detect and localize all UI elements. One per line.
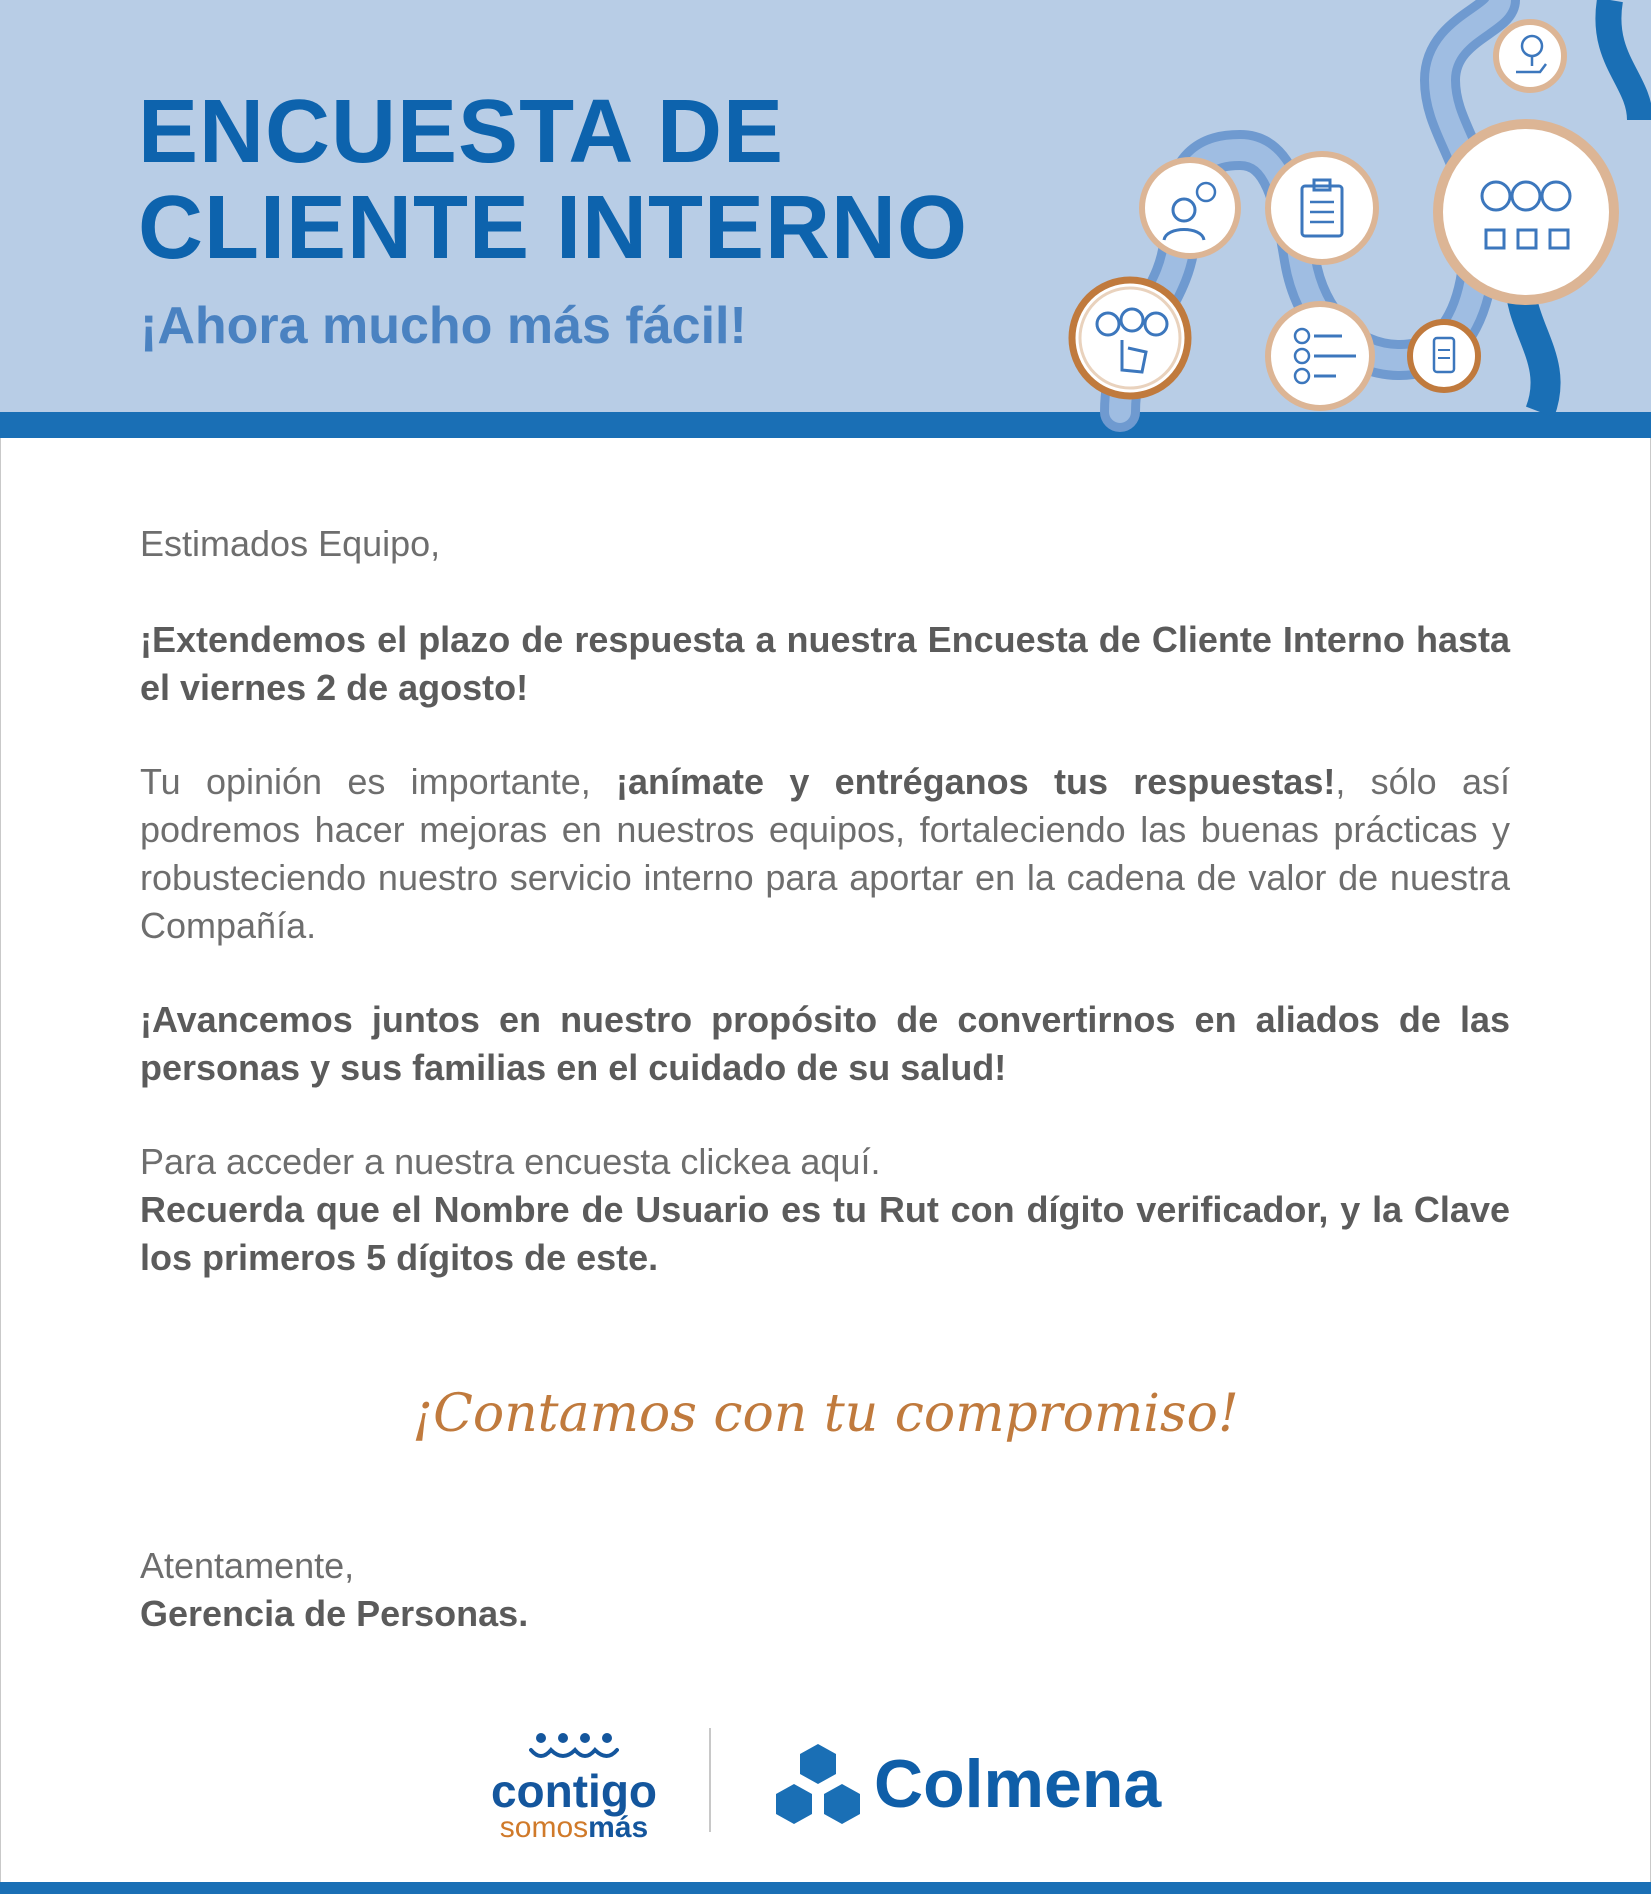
title-line-2: CLIENTE INTERNO (138, 178, 969, 278)
colmena-hexagon-icon (770, 1742, 866, 1826)
page-subtitle: ¡Ahora mucho más fácil! (140, 297, 747, 355)
opinion-text-end: , sólo así podremos hacer mejoras en nuestros equipos, fortaleciendo las buenas prácticas y robusteciendo nuestro servicio interno para aportar en la cadena de valor de nuestra Compañía. (140, 761, 1510, 946)
survey-illustration (0, 0, 1651, 440)
closing-salutation: Atentamente, (140, 1545, 355, 1586)
greeting: Estimados Equipo, (140, 523, 441, 564)
emoji-list-icon (1268, 304, 1372, 408)
colmena-logo (770, 1742, 1170, 1832)
emoji-checkbox-rating-icon (1438, 124, 1614, 300)
clipboard-checklist-icon (1268, 154, 1376, 262)
magnifier-hand-icon (1496, 22, 1564, 90)
closing-signature: Gerencia de Personas. (140, 1593, 529, 1634)
survey-access-link[interactable]: Para acceder a nuestra encuesta clickea aquí. (140, 1141, 881, 1182)
contigo-word: contigo (490, 1765, 658, 1817)
contigo-somos-mas-logo (484, 1730, 664, 1844)
mobile-rating-icon (1410, 322, 1478, 390)
opinion-paragraph (140, 758, 1510, 950)
title-line-1: ENCUESTA DE (138, 82, 785, 182)
colmena-word: Colmena (874, 1746, 1162, 1822)
letter-body (140, 520, 1510, 1282)
footer-logos (0, 1720, 1651, 1860)
motto-signature: ¡Contamos con tu compromiso! (412, 1384, 1239, 1444)
purpose-paragraph: ¡Avancemos juntos en nuestro propósito de convertirnos en aliados de las personas y sus familias en el cuidado de su salud! (140, 999, 1510, 1088)
closing-block (140, 1542, 528, 1638)
logo-divider (709, 1728, 711, 1832)
header-banner (0, 0, 1651, 440)
bottom-stripe (0, 1882, 1651, 1894)
user-smile-icon (1142, 160, 1238, 256)
announcement-paragraph: ¡Extendemos el plazo de respuesta a nuestra Encuesta de Cliente Interno hasta el viernes 2 de agosto! (140, 619, 1510, 708)
mas-part: más (588, 1811, 649, 1844)
people-icon (529, 1730, 619, 1764)
opinion-text-start: Tu opinión es importante, (140, 761, 617, 802)
opinion-text-bold: ¡anímate y entréganos tus respuestas! (616, 761, 1336, 802)
somos-mas-word (484, 1812, 664, 1844)
credentials-paragraph: Recuerda que el Nombre de Usuario es tu Rut con dígito verificador, y la Clave los primeros 5 dígitos de este. (140, 1189, 1510, 1278)
hand-touch-emoji-icon (1072, 280, 1188, 396)
somos-part: somos (499, 1811, 589, 1844)
